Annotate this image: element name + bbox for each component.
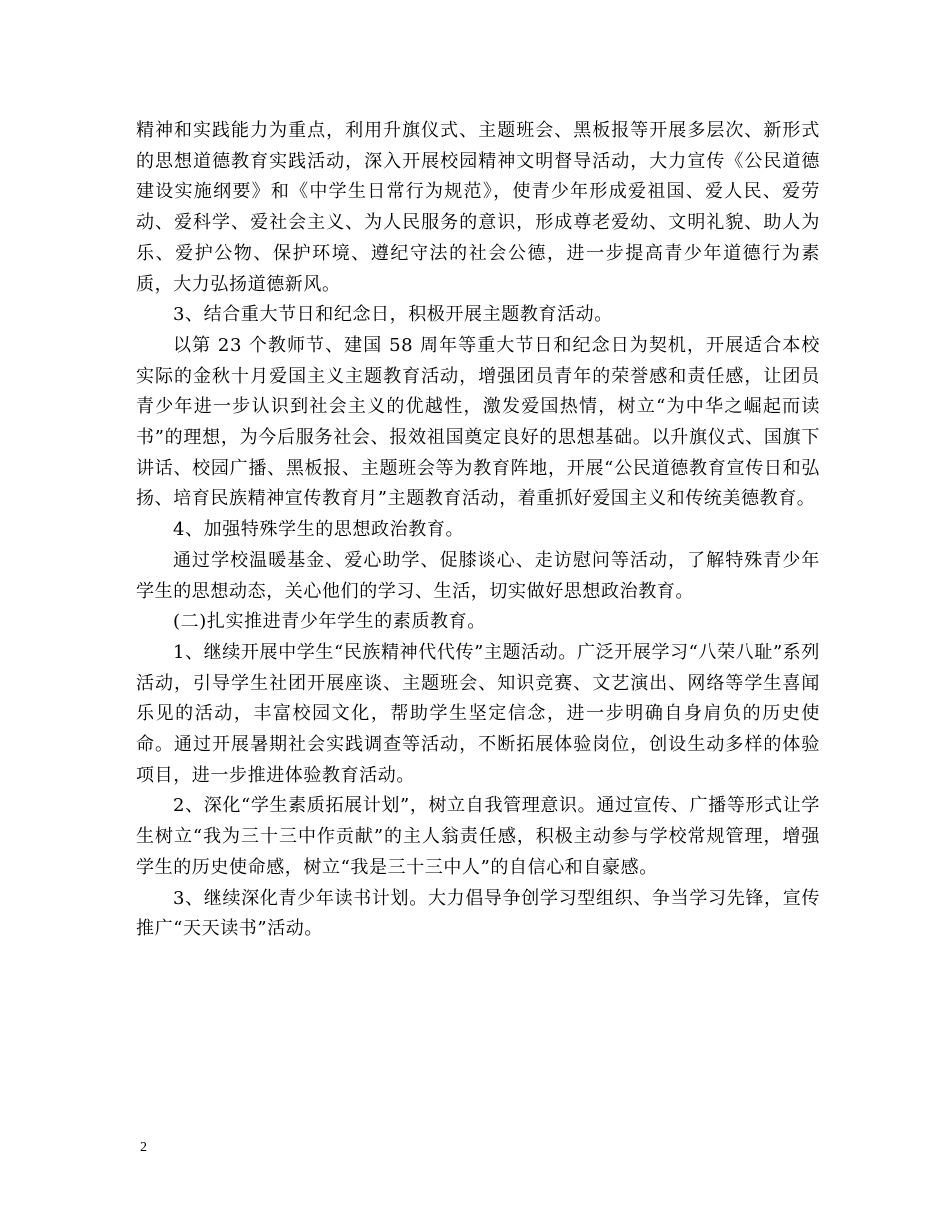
paragraph-special-students: 通过学校温暖基金、爱心助学、促膝谈心、走访慰问等活动，了解特殊青少年学生的思想动态，关心他们的学习、生活，切实做好思想政治教育。 (136, 549, 820, 602)
section-heading-quality-education: (二)扎实推进青少年学生的素质教育。 (173, 611, 486, 633)
heading-4-special-students: 4、加强特殊学生的思想政治教育。 (173, 519, 465, 541)
paragraph-1-national-spirit: 1、继续开展中学生“民族精神代代传”主题活动。广泛开展学习“八荣八耻”系列活动，引导学生社团开展座谈、主题班会、知识竞赛、文艺演出、网络等学生喜闻乐见的活动，丰富校园文化，帮助学生坚定信念，进一步明确自身肩负的历史使命。通过开展暑期社会实践调查等活动，不断拓展体验岗位，创设生动多样的体验项目，进一步推进体验教育活动。 (136, 641, 820, 786)
page-number: 2 (140, 1140, 147, 1155)
paragraph-patriotic-education: 以第 23 个教师节、建国 58 周年等重大节日和纪念日为契机，开展适合本校实际的金秋十月爱国主义主题教育活动，增强团员青年的荣誉感和责任感，让团员青少年进一步认识到社会主义的优越性，激发爱国热情，树立“为中华之崛起而读书”的理想，为今后服务社会、报效祖国奠定良好的思想基础。以升旗仪式、国旗下讲话、校园广播、黑板报、主题班会等为教育阵地，开展“公民道德教育宣传日和弘扬、培育民族精神宣传教育月”主题教育活动，着重抓好爱国主义和传统美德教育。 (136, 334, 820, 510)
body-text (136, 116, 820, 945)
paragraph-3-reading-plan: 3、继续深化青少年读书计划。大力倡导争创学习型组织、争当学习先锋，宣传推广“天天读书”活动。 (136, 887, 820, 940)
paragraph-moral-education-continued: 精神和实践能力为重点，利用升旗仪式、主题班会、黑板报等开展多层次、新形式的思想道德教育实践活动，深入开展校园精神文明督导活动，大力宣传《公民道德建设实施纲要》和《中学生日常行为规范》，使青少年形成爱祖国、爱人民、爱劳动、爱科学、爱社会主义、为人民服务的意识，形成尊老爱幼、文明礼貌、助人为乐、爱护公物、保护环境、遵纪守法的社会公德，进一步提高青少年道德行为素质，大力弘扬道德新风。 (136, 120, 820, 295)
heading-3-holiday-activities: 3、结合重大节日和纪念日，积极开展主题教育活动。 (173, 304, 613, 326)
paragraph-2-quality-expansion: 2、深化“学生素质拓展计划”，树立自我管理意识。通过宣传、广播等形式让学生树立“我为三十三中作贡献”的主人翁责任感，积极主动参与学校常规管理，增强学生的历史使命感，树立“我是三十三中人”的自信心和自豪感。 (136, 795, 820, 878)
